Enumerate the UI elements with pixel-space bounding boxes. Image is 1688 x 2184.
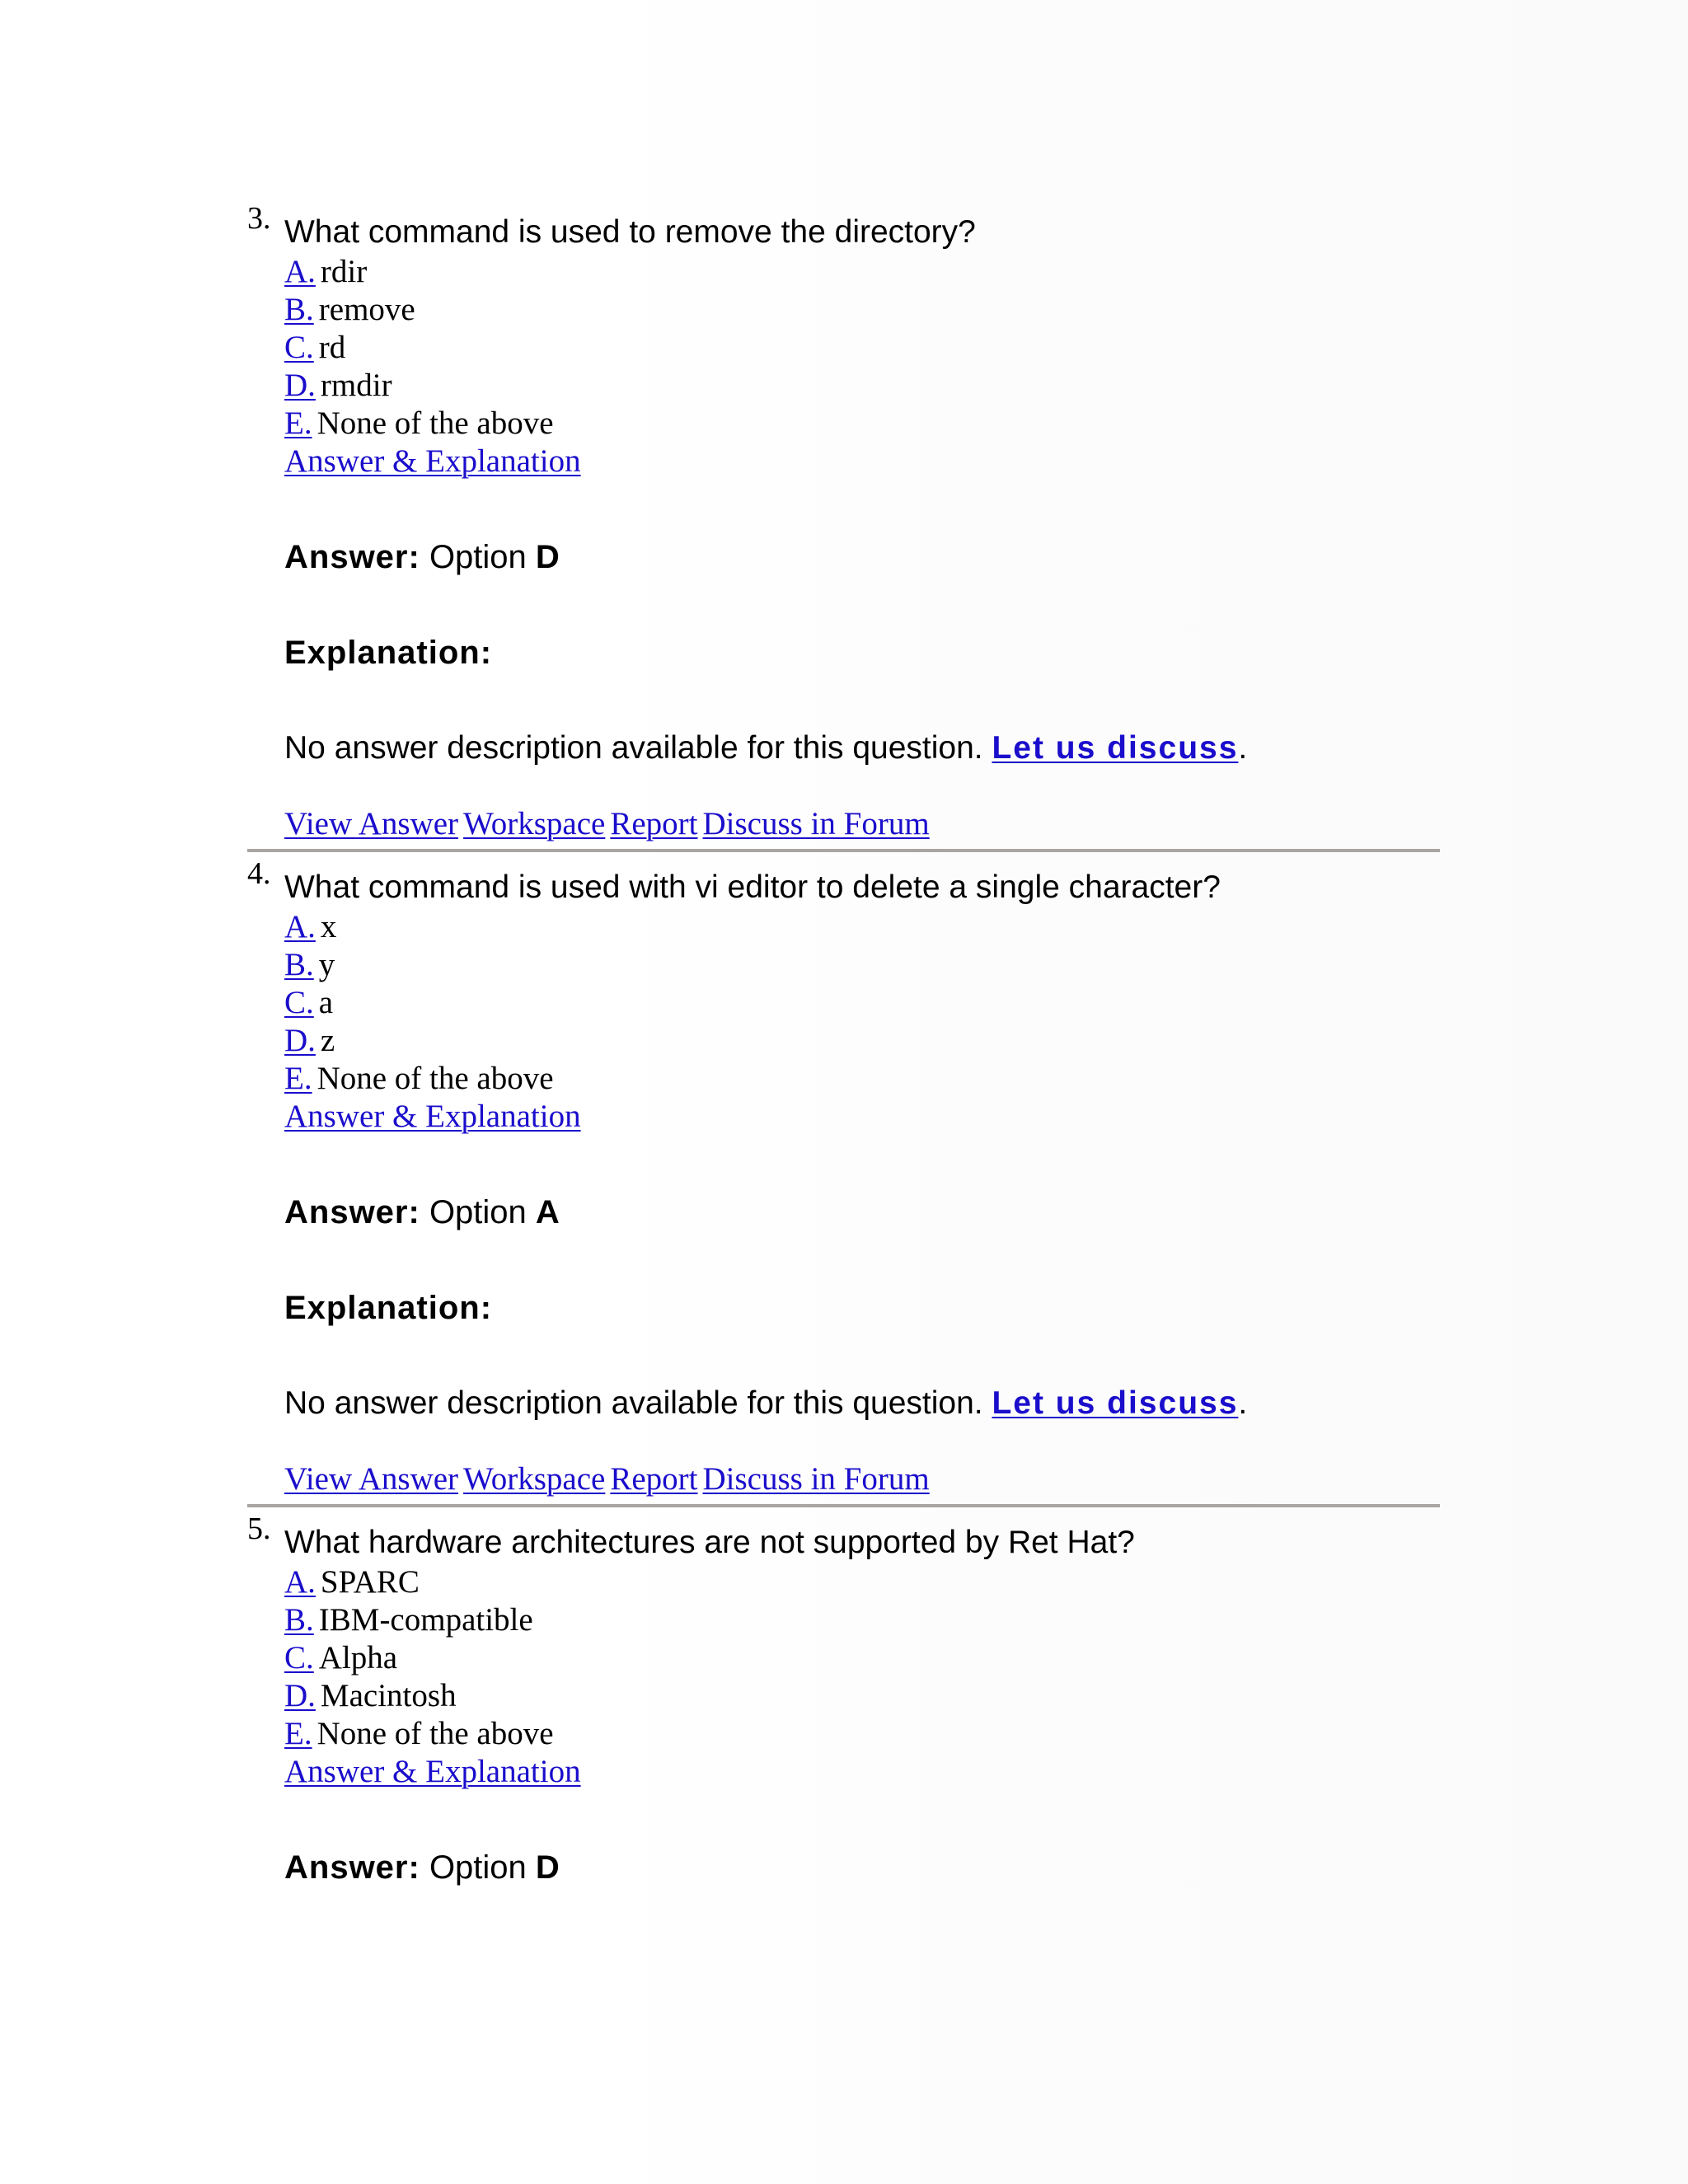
option-a-text: SPARC — [320, 1564, 420, 1600]
view-answer-link[interactable]: View Answer — [284, 806, 459, 841]
answer-value: D — [535, 539, 560, 575]
option-d-link[interactable]: D. — [284, 368, 316, 403]
option-b-link[interactable]: B. — [284, 1602, 314, 1638]
question-text: What hardware architectures are not supported by Ret Hat? — [284, 1525, 1135, 1560]
option-a-link[interactable]: A. — [284, 1564, 316, 1600]
explanation-body: No answer description available for this question. — [284, 1385, 983, 1421]
answer-value: D — [535, 1849, 560, 1886]
explanation-heading: Explanation: — [284, 635, 493, 671]
option-d-link[interactable]: D. — [284, 1678, 316, 1713]
question-actions — [284, 1460, 1438, 1498]
answer-explanation-link[interactable]: Answer & Explanation — [284, 1754, 581, 1789]
question-body — [284, 869, 1438, 1498]
let-us-discuss-link[interactable]: Let us discuss — [992, 1385, 1239, 1421]
option-c-link[interactable]: C. — [284, 985, 314, 1020]
answer-value: A — [535, 1194, 560, 1230]
workspace-link[interactable]: Workspace — [463, 1461, 606, 1497]
option-d — [284, 367, 1438, 405]
option-b — [284, 1601, 1438, 1639]
option-d-text: Macintosh — [320, 1678, 457, 1713]
report-link[interactable]: Report — [610, 806, 698, 841]
option-c — [284, 1639, 1438, 1677]
answer-explanation-link[interactable]: Answer & Explanation — [284, 443, 581, 479]
explanation-body: No answer description available for this question. — [284, 730, 983, 766]
option-c-text: rd — [318, 330, 346, 365]
question-body — [284, 213, 1438, 843]
workspace-link[interactable]: Workspace — [463, 806, 606, 841]
answer-prefix: Option — [429, 1849, 527, 1886]
question-divider — [247, 849, 1440, 852]
answer-prefix: Option — [429, 1194, 527, 1230]
question-text: What command is used with vi editor to delete a single character? — [284, 869, 1221, 905]
option-c — [284, 329, 1438, 367]
option-b-link[interactable]: B. — [284, 292, 314, 327]
option-d-link[interactable]: D. — [284, 1023, 316, 1058]
option-a-link[interactable]: A. — [284, 909, 316, 944]
option-b — [284, 291, 1438, 329]
option-c-link[interactable]: C. — [284, 1640, 314, 1675]
question-number: 3. — [247, 201, 271, 236]
option-e — [284, 405, 1438, 443]
answer-line — [284, 1847, 1438, 1888]
answer-line — [284, 1192, 1438, 1233]
option-a-link[interactable]: A. — [284, 254, 316, 289]
option-d-text: z — [320, 1023, 335, 1058]
option-e-link[interactable]: E. — [284, 405, 312, 441]
option-a-text: x — [320, 909, 337, 944]
question-number: 4. — [247, 856, 271, 891]
option-e-text: None of the above — [316, 1716, 554, 1751]
explanation-text — [284, 1383, 1438, 1424]
option-d — [284, 1677, 1438, 1715]
explanation-heading: Explanation: — [284, 1290, 493, 1326]
question-body — [284, 1524, 1438, 1888]
view-answer-link[interactable]: View Answer — [284, 1461, 459, 1497]
answer-label: Answer: — [284, 1194, 420, 1230]
question-actions — [284, 805, 1438, 843]
discuss-in-forum-link[interactable]: Discuss in Forum — [702, 806, 930, 841]
question-number: 5. — [247, 1511, 271, 1546]
option-d — [284, 1022, 1438, 1060]
option-c — [284, 984, 1438, 1022]
let-us-discuss-link[interactable]: Let us discuss — [992, 730, 1239, 766]
option-a — [284, 253, 1438, 291]
explanation-text — [284, 728, 1438, 769]
option-e-link[interactable]: E. — [284, 1716, 312, 1751]
discuss-suffix: . — [1238, 730, 1248, 766]
question-divider — [247, 1504, 1440, 1507]
report-link[interactable]: Report — [610, 1461, 698, 1497]
option-b — [284, 946, 1438, 984]
option-b-link[interactable]: B. — [284, 947, 314, 982]
option-a — [284, 1563, 1438, 1601]
question-text: What command is used to remove the directory? — [284, 214, 976, 250]
option-b-text: y — [318, 947, 335, 982]
option-b-text: IBM-compatible — [318, 1602, 533, 1638]
option-e — [284, 1715, 1438, 1753]
option-c-text: a — [318, 985, 334, 1020]
option-e-link[interactable]: E. — [284, 1061, 312, 1096]
discuss-in-forum-link[interactable]: Discuss in Forum — [702, 1461, 930, 1497]
answer-label: Answer: — [284, 1849, 420, 1886]
option-e — [284, 1060, 1438, 1098]
answer-label: Answer: — [284, 539, 420, 575]
option-c-text: Alpha — [318, 1640, 398, 1675]
option-c-link[interactable]: C. — [284, 330, 314, 365]
option-a — [284, 908, 1438, 946]
option-e-text: None of the above — [316, 1061, 554, 1096]
answer-line — [284, 537, 1438, 578]
option-a-text: rdir — [320, 254, 368, 289]
answer-explanation-link[interactable]: Answer & Explanation — [284, 1099, 581, 1134]
answer-prefix: Option — [429, 539, 527, 575]
option-d-text: rmdir — [320, 368, 392, 403]
discuss-suffix: . — [1238, 1385, 1248, 1421]
option-e-text: None of the above — [316, 405, 554, 441]
option-b-text: remove — [318, 292, 415, 327]
